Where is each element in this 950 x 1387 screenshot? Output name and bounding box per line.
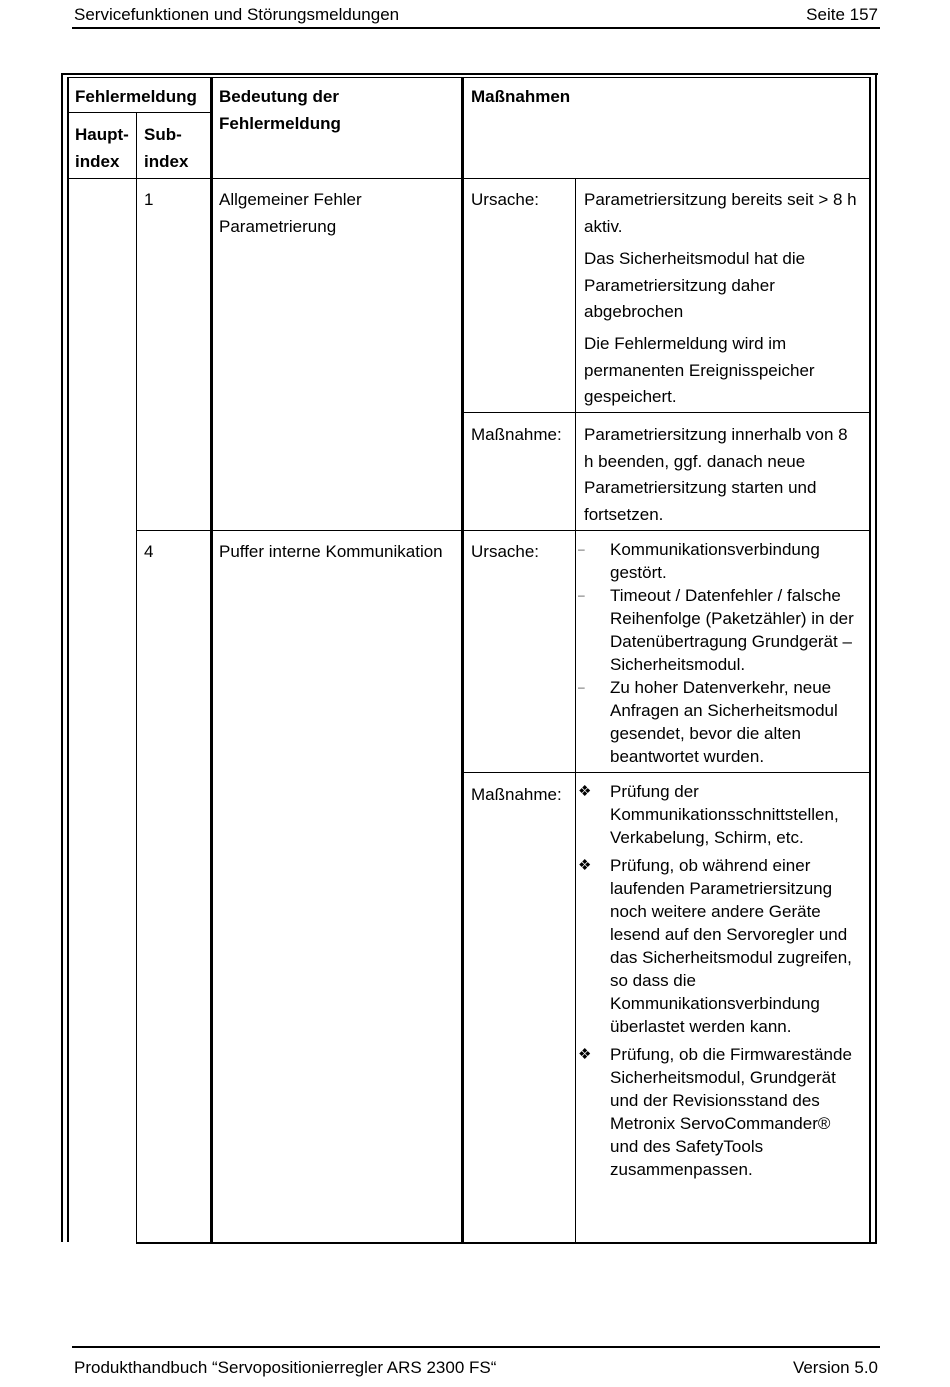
header-massnahmen: Maßnahmen	[471, 87, 571, 106]
version-label: Version 5.0	[792, 1358, 878, 1377]
diamond-bullet-icon: ❖	[578, 1046, 592, 1063]
row-bedeutung: Puffer interne Kommunikation	[219, 542, 443, 561]
page-number: Seite 157	[806, 5, 878, 24]
header-subindex: Sub- index	[144, 125, 189, 171]
dash-icon: –	[578, 542, 585, 556]
massnahme-label: Maßnahme:	[471, 425, 562, 444]
list-item: ❖ Prüfung, ob während einer laufenden Parametriersitzung noch weitere andere Geräte lesend auf den Servoregler und das Sicherheitsmodul zugreifen, so dass die Kommunikationsverbindung überlastet werden kann.	[578, 856, 852, 1036]
ursache-text: Parametriersitzung bereits seit > 8 h aktiv.	[584, 190, 857, 236]
list-item: ❖ Prüfung der Kommunikationsschnittstellen, Verkabelung, Schirm, etc.	[578, 782, 839, 847]
header-fehlermeldung: Fehlermeldung	[75, 87, 197, 106]
product-title: Produkthandbuch “Servopositionierregler ARS 2300 FS“	[74, 1358, 497, 1377]
massnahme-text: Parametriersitzung innerhalb von 8 h beenden, ggf. danach neue Parametriersitzung starten und fortsetzen.	[584, 425, 848, 525]
ursache-label: Ursache:	[471, 190, 540, 209]
diamond-bullet-icon: ❖	[578, 857, 592, 874]
list-item: – Kommunikationsverbindung gestört.	[578, 540, 820, 582]
list-item: – Timeout / Datenfehler / falsche Reihenfolge (Paketzähler) in der Datenübertragung Grundgerät – Sicherheitsmodul.	[578, 586, 854, 674]
page-header	[72, 5, 880, 29]
diamond-bullet-icon: ❖	[578, 783, 592, 800]
header-hauptindex: Haupt- index	[75, 125, 129, 171]
row-subindex: 4	[144, 542, 154, 561]
massnahme-list	[578, 780, 868, 1186]
list-item: ❖ Prüfung, ob die Firmwarestände Sicherheitsmodul, Grundgerät und der Revisionsstand des Metronix ServoCommander® und des SafetyTools zusammenpassen.	[578, 1045, 852, 1179]
row-subindex: 1	[144, 190, 154, 209]
row-bedeutung: Allgemeiner Fehler Parametrierung	[219, 190, 362, 236]
ursache-label: Ursache:	[471, 542, 540, 561]
dash-icon: –	[578, 588, 585, 602]
ursache-text: Das Sicherheitsmodul hat die Parametriersitzung daher abgebrochen	[584, 249, 806, 322]
header-bedeutung: Bedeutung der Fehlermeldung	[219, 87, 341, 133]
section-title: Servicefunktionen und Störungsmeldungen	[74, 5, 400, 24]
page-footer	[72, 1346, 880, 1376]
list-item: – Zu hoher Datenverkehr, neue Anfragen an Sicherheitsmodul gesendet, bevor die alten beantwortet wurden.	[578, 678, 838, 766]
ursache-list	[578, 538, 868, 768]
massnahme-label: Maßnahme:	[471, 785, 562, 804]
ursache-text: Die Fehlermeldung wird im permanenten Ereignisspeicher gespeichert.	[584, 334, 815, 407]
dash-icon: –	[578, 680, 585, 694]
